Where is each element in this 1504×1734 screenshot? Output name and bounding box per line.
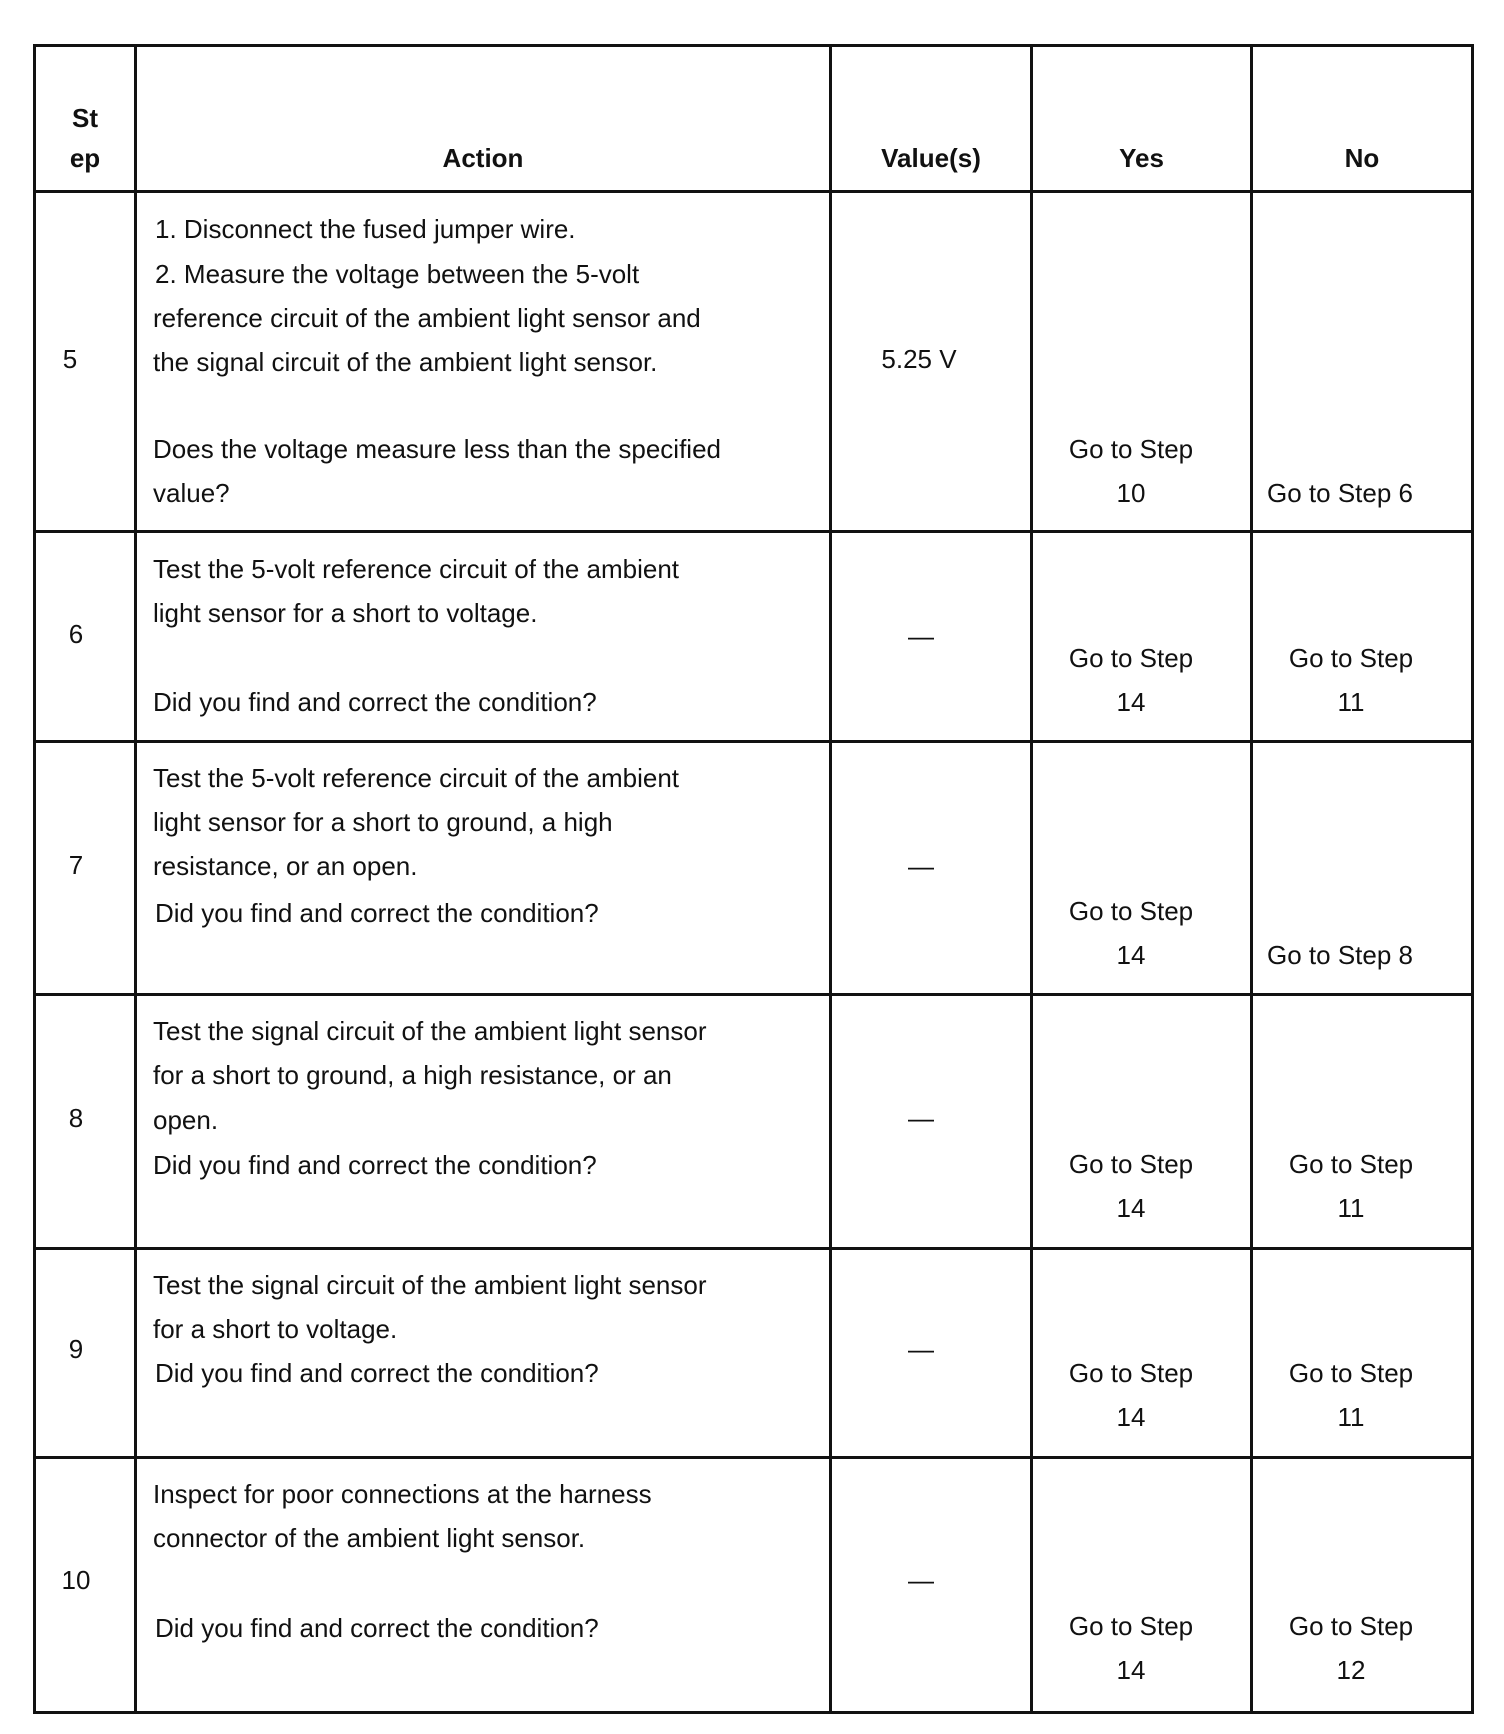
action-text: 2. Measure the voltage between the 5-volt — [155, 259, 640, 289]
no-cell: Go to Step 6 — [1267, 478, 1413, 508]
value-cell: — — [908, 621, 934, 651]
action-text: Test the 5-volt reference circuit of the ambient — [153, 554, 680, 584]
action-text: Test the 5-volt reference circuit of the ambient — [153, 763, 680, 793]
row-divider — [33, 190, 1474, 193]
action-text: Did you find and correct the condition? — [155, 1613, 599, 1643]
no-cell: Go to Step — [1288, 643, 1414, 673]
step-number: 9 — [68, 1334, 84, 1364]
action-text: for a short to ground, a high resistance, or an — [153, 1060, 672, 1090]
action-text: value? — [153, 478, 230, 508]
yes-cell: Go to Step — [1068, 434, 1194, 464]
action-text: Did you find and correct the condition? — [153, 1150, 597, 1180]
action-text: Inspect for poor connections at the harness — [153, 1479, 652, 1509]
row-divider — [33, 1247, 1474, 1250]
value-cell: — — [908, 1103, 934, 1133]
no-cell: 11 — [1337, 1402, 1365, 1432]
value-cell: — — [908, 1565, 934, 1595]
action-text: Did you find and correct the condition? — [155, 898, 599, 928]
action-text: light sensor for a short to voltage. — [153, 598, 538, 628]
column-divider — [134, 44, 137, 1714]
column-divider — [1250, 44, 1253, 1714]
value-cell: — — [908, 1334, 934, 1364]
yes-cell: 14 — [1116, 1193, 1146, 1223]
yes-cell: Go to Step — [1068, 1358, 1194, 1388]
action-text: open. — [153, 1105, 219, 1135]
yes-cell: Go to Step — [1068, 643, 1194, 673]
action-text: the signal circuit of the ambient light sensor. — [153, 347, 658, 377]
header-yes: Yes — [1119, 143, 1164, 173]
no-cell: Go to Step 8 — [1267, 940, 1413, 970]
yes-cell: Go to Step — [1068, 896, 1194, 926]
action-text: Did you find and correct the condition? — [153, 687, 597, 717]
action-text: reference circuit of the ambient light sensor and — [153, 303, 701, 333]
header-action: Action — [442, 143, 524, 173]
step-number: 7 — [68, 850, 84, 880]
step-number: 8 — [68, 1103, 84, 1133]
step-number: 10 — [61, 1565, 91, 1595]
no-cell: 11 — [1337, 687, 1365, 717]
column-divider — [1030, 44, 1033, 1714]
step-number: 6 — [68, 619, 84, 649]
row-divider — [33, 1456, 1474, 1459]
header-no: No — [1344, 143, 1380, 173]
action-text: Did you find and correct the condition? — [155, 1358, 599, 1388]
yes-cell: Go to Step — [1068, 1611, 1194, 1641]
no-cell: Go to Step — [1288, 1358, 1414, 1388]
yes-cell: 14 — [1116, 940, 1146, 970]
row-divider — [33, 740, 1474, 743]
yes-cell: 14 — [1116, 1655, 1146, 1685]
value-cell: — — [908, 851, 934, 881]
action-text: Does the voltage measure less than the specified — [153, 434, 722, 464]
header-values: Value(s) — [881, 143, 981, 173]
action-text: Test the signal circuit of the ambient light sensor — [153, 1270, 707, 1300]
action-text: connector of the ambient light sensor. — [153, 1523, 586, 1553]
step-number: 5 — [62, 344, 78, 374]
yes-cell: 10 — [1116, 478, 1146, 508]
action-text: for a short to voltage. — [153, 1314, 398, 1344]
no-cell: 11 — [1337, 1193, 1365, 1223]
header-step-line-1: St — [72, 103, 98, 133]
action-text: Test the signal circuit of the ambient light sensor — [153, 1016, 707, 1046]
action-text: 1. Disconnect the fused jumper wire. — [155, 214, 576, 244]
yes-cell: Go to Step — [1068, 1149, 1194, 1179]
no-cell: Go to Step — [1288, 1149, 1414, 1179]
row-divider — [33, 993, 1474, 996]
header-step-line-2: ep — [69, 143, 101, 173]
no-cell: 12 — [1336, 1655, 1366, 1685]
no-cell: Go to Step — [1288, 1611, 1414, 1641]
yes-cell: 14 — [1116, 687, 1146, 717]
action-text: resistance, or an open. — [153, 851, 418, 881]
row-divider — [33, 530, 1474, 533]
value-cell: 5.25 V — [881, 344, 957, 374]
yes-cell: 14 — [1116, 1402, 1146, 1432]
action-text: light sensor for a short to ground, a high — [153, 807, 613, 837]
